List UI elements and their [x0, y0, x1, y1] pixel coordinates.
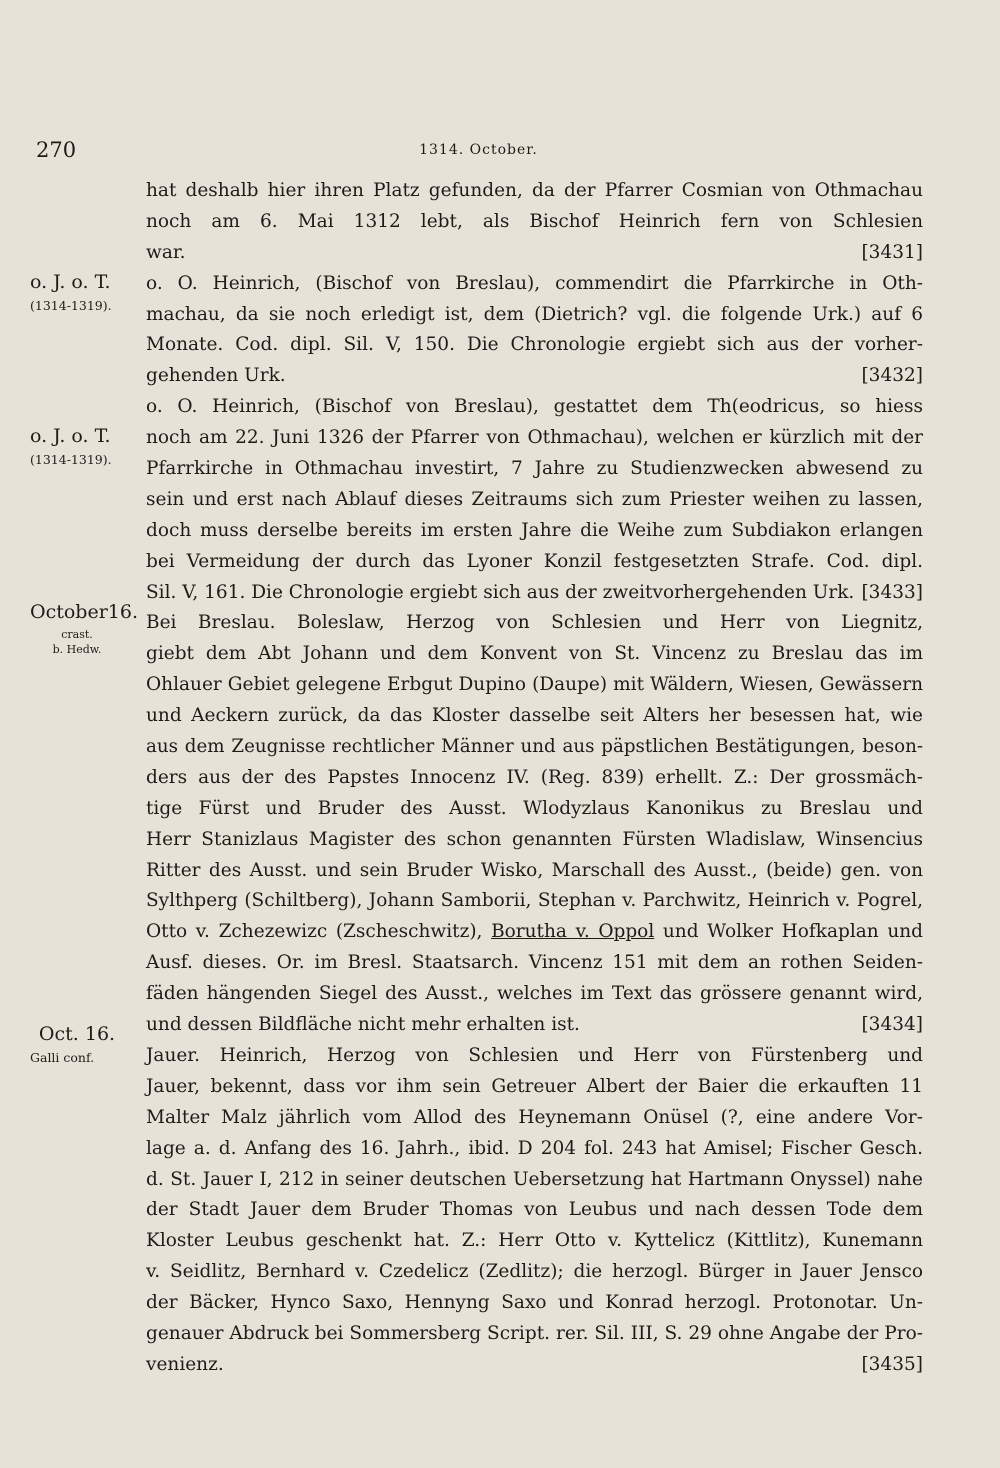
text-line: hat deshalb hier ihren Platz gefunden, da der Pfarrer Cosmian von Othmachau — [146, 180, 923, 201]
text-fragment: war. — [146, 241, 186, 263]
margin-date: October16. — [30, 601, 138, 623]
text-fragment: Sil. V, 161. Die Chronologie ergiebt sich aus der zweitvorhergehenden Urk. — [146, 581, 855, 603]
main-text — [146, 176, 923, 1381]
entry-3431 — [146, 176, 923, 269]
text-line: v. Seidlitz, Bernhard v. Czedelicz (Zedlitz); die herzogl. Bürger in Jauer Jensco — [146, 1261, 923, 1283]
entry-3432 — [146, 269, 923, 393]
margin-feast-line: Galli conf. — [30, 1050, 95, 1065]
entry-3434 — [146, 608, 923, 1040]
entry-last-line — [146, 1350, 923, 1381]
text-line: Jauer, bekennt, dass vor ihm sein Getreuer Albert der Baier die erkauften 11 — [146, 1075, 923, 1097]
text-line: Pfarrkirche in Othmachau investirt, 7 Jahre zu Studienzwecken abwesend zu — [146, 458, 923, 480]
text-line: machau, da sie noch erledigt ist, dem (Dietrich? vgl. die folgende Urk.) auf 6 — [146, 303, 923, 325]
entry-last-line — [146, 578, 923, 609]
text-line: bei Vermeidung der durch das Lyoner Konzil festgesetzten Strafe. Cod. dipl. — [146, 550, 923, 572]
margin-note-3435 — [30, 1019, 136, 1067]
entry-last-line — [146, 238, 923, 269]
text-line: und Aeckern zurück, da das Kloster dasselbe seit Alters her besessen hat, wie — [146, 705, 923, 727]
text-line: Jauer. Heinrich, Herzog von Schlesien und Herr von Fürstenberg und — [146, 1044, 923, 1066]
text-line: tige Fürst und Bruder des Ausst. Wlodyzlaus Kanonikus zu Breslau und — [146, 797, 923, 819]
text-line: lage a. d. Anfang des 16. Jahrh., ibid. D 204 fol. 243 hat Amisel; Fischer Gesch. — [146, 1137, 923, 1159]
entry-3435 — [146, 1041, 923, 1381]
entry-number: [3433] — [861, 581, 923, 603]
text-line: Ausf. dieses. Or. im Bresl. Staatsarch. Vincenz 151 mit dem an rothen Seiden- — [146, 952, 923, 974]
text-line: giebt dem Abt Johann und dem Konvent von St. Vincenz zu Breslau das im — [146, 643, 923, 665]
text-line: d. St. Jauer I, 212 in seiner deutschen Uebersetzung hat Hartmann Onyssel) nahe — [146, 1168, 923, 1190]
text-line: Monate. Cod. dipl. Sil. V, 150. Die Chronologie ergiebt sich aus der vorher- — [146, 334, 923, 356]
text-line: sein und erst nach Ablauf dieses Zeitraums sich zum Priester weihen zu lassen, — [146, 488, 923, 510]
text-line: aus dem Zeugnisse rechtlicher Männer und aus päpstlichen Bestätigungen, beson- — [146, 736, 923, 758]
text-fragment: Otto v. Zchezewizc (Zscheschwitz), — [146, 921, 492, 943]
page-number: 270 — [36, 138, 77, 162]
margin-date-range: (1314-1319). — [30, 298, 112, 313]
text-line: genauer Abdruck bei Sommersberg Script. rer. Sil. III, S. 29 ohne Angabe der Pro- — [146, 1322, 923, 1344]
text-line: der Bäcker, Hynco Saxo, Hennyng Saxo und Konrad herzogl. Protonotar. Un- — [146, 1292, 923, 1314]
text-line: Sylthperg (Schiltberg), Johann Samborii, Stephan v. Parchwitz, Heinrich v. Pogrel, — [146, 890, 923, 912]
running-head: 1314. October. — [419, 142, 538, 158]
text-fragment: venienz. — [146, 1353, 224, 1375]
entry-number: [3434] — [861, 1014, 923, 1036]
margin-date: o. J. o. T. — [30, 271, 111, 293]
margin-note-3433 — [30, 421, 136, 469]
entry-3433 — [146, 392, 923, 608]
margin-date: Oct. 16. — [38, 1023, 116, 1045]
text-line: Kloster Leubus geschenkt hat. Z.: Herr Otto v. Kyttelicz (Kittlitz), Kunemann — [146, 1230, 923, 1252]
margin-note-3434 — [30, 597, 136, 657]
text-line: Bei Breslau. Boleslaw, Herzog von Schlesien und Herr von Liegnitz, — [146, 612, 923, 634]
margin-feast-line: crast. — [61, 628, 93, 641]
entry-last-line — [146, 1010, 923, 1041]
text-line: Herr Stanizlaus Magister des schon genannten Fürsten Wladislaw, Winsencius — [146, 828, 923, 850]
text-fragment: und dessen Bildfläche nicht mehr erhalten ist. — [146, 1014, 580, 1036]
text-line: noch am 22. Juni 1326 der Pfarrer von Othmachau), welchen er kürzlich mit der — [146, 427, 923, 449]
text-line: o. O. Heinrich, (Bischof von Breslau), commendirt die Pfarrkirche in Oth- — [146, 272, 923, 294]
page-header — [36, 138, 921, 168]
text-fragment: und Wolker Hofkaplan und — [654, 921, 923, 943]
text-fragment: gehenden Urk. — [146, 365, 286, 387]
text-line: o. O. Heinrich, (Bischof von Breslau), gestattet dem Th(eodricus, so hiess — [146, 396, 923, 418]
text-line-with-underline — [146, 917, 923, 948]
margin-date-range: (1314-1319). — [30, 452, 112, 467]
entry-number: [3431] — [861, 241, 923, 263]
entry-number: [3432] — [861, 365, 923, 387]
text-line: Malter Malz jährlich vom Allod des Heynemann Onüsel (?, eine andere Vor- — [146, 1106, 923, 1128]
text-line: der Stadt Jauer dem Bruder Thomas von Leubus und nach dessen Tode dem — [146, 1199, 923, 1221]
text-line: Ritter des Ausst. und sein Bruder Wisko, Marschall des Ausst., (beide) gen. von — [146, 859, 923, 881]
text-line: fäden hängenden Siegel des Ausst., welches im Text das grössere genannt wird, — [146, 983, 923, 1005]
margin-date: o. J. o. T. — [30, 425, 111, 447]
text-line: doch muss derselbe bereits im ersten Jahre die Weihe zum Subdiakon erlangen — [146, 519, 923, 541]
text-line: ders aus der des Papstes Innocenz IV. (Reg. 839) erhellt. Z.: Der grossmäch- — [146, 766, 923, 788]
entry-last-line — [146, 361, 923, 392]
margin-feast-line: b. Hedw. — [52, 643, 102, 656]
underlined-name: Borutha v. Oppol — [491, 921, 655, 943]
entry-number: [3435] — [861, 1353, 923, 1375]
text-line: Ohlauer Gebiet gelegene Erbgut Dupino (Daupe) mit Wäldern, Wiesen, Gewässern — [146, 674, 923, 696]
margin-note-3432 — [30, 267, 136, 315]
text-line: noch am 6. Mai 1312 lebt, als Bischof Heinrich fern von Schlesien — [146, 210, 923, 232]
